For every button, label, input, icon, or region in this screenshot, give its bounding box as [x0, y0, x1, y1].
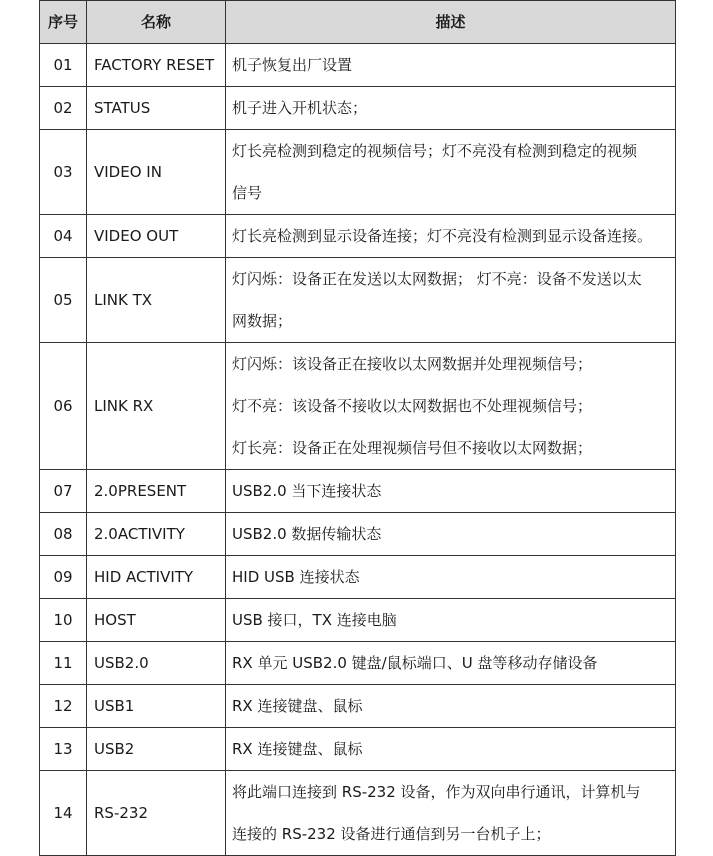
- description-line: 灯闪烁：设备正在发送以太网数据； 灯不亮：设备不发送以太: [232, 270, 642, 288]
- table-row: [40, 771, 676, 856]
- row-description: [226, 771, 676, 856]
- description-line: RX 连接键盘、鼠标: [232, 697, 363, 715]
- description-line: USB 接口，TX 连接电脑: [232, 611, 397, 629]
- row-seq: 05: [40, 258, 87, 343]
- row-seq: 09: [40, 556, 87, 599]
- row-description: [226, 87, 676, 130]
- row-description: [226, 215, 676, 258]
- row-description: [226, 685, 676, 728]
- row-seq: 02: [40, 87, 87, 130]
- table-row: [40, 685, 676, 728]
- description-line: 机子进入开机状态；: [232, 99, 368, 117]
- row-seq: 12: [40, 685, 87, 728]
- row-seq: 11: [40, 642, 87, 685]
- description-line: USB2.0 数据传输状态: [232, 525, 382, 543]
- table-row: [40, 599, 676, 642]
- row-seq: 07: [40, 470, 87, 513]
- description-line: 连接的 RS-232 设备进行通信到另一台机子上；: [232, 825, 551, 843]
- led-description-table: [39, 0, 676, 856]
- row-description: [226, 513, 676, 556]
- description-line: 信号: [232, 184, 263, 202]
- row-description: [226, 599, 676, 642]
- header-name: 名称: [87, 1, 226, 44]
- row-name: USB2.0: [87, 642, 226, 685]
- table-row: [40, 44, 676, 87]
- header-seq: 序号: [40, 1, 87, 44]
- table-body: [40, 44, 676, 856]
- row-name: FACTORY RESET: [87, 44, 226, 87]
- row-name: RS-232: [87, 771, 226, 856]
- row-seq: 10: [40, 599, 87, 642]
- table-row: [40, 215, 676, 258]
- description-line: 将此端口连接到 RS-232 设备，作为双向串行通讯，计算机与: [232, 783, 641, 801]
- description-line: 机子恢复出厂设置: [232, 56, 353, 74]
- row-seq: 01: [40, 44, 87, 87]
- row-description: [226, 470, 676, 513]
- table-row: [40, 642, 676, 685]
- row-seq: 14: [40, 771, 87, 856]
- table-row: [40, 728, 676, 771]
- description-line: RX 单元 USB2.0 键盘/鼠标端口、U 盘等移动存储设备: [232, 654, 598, 672]
- row-seq: 13: [40, 728, 87, 771]
- row-description: [226, 556, 676, 599]
- row-description: [226, 44, 676, 87]
- row-name: 2.0PRESENT: [87, 470, 226, 513]
- table-header: [40, 1, 676, 44]
- description-line: 灯长亮检测到稳定的视频信号；灯不亮没有检测到稳定的视频: [232, 142, 638, 160]
- row-name: HOST: [87, 599, 226, 642]
- row-description: [226, 130, 676, 215]
- row-name: STATUS: [87, 87, 226, 130]
- table-row: [40, 556, 676, 599]
- row-description: [226, 343, 676, 470]
- description-line: 灯长亮：设备正在处理视频信号但不接收以太网数据；: [232, 439, 593, 457]
- table-row: [40, 513, 676, 556]
- row-name: USB2: [87, 728, 226, 771]
- row-name: USB1: [87, 685, 226, 728]
- table-row: [40, 470, 676, 513]
- table-row: [40, 258, 676, 343]
- description-line: USB2.0 当下连接状态: [232, 482, 382, 500]
- description-line: 灯长亮检测到显示设备连接；灯不亮没有检测到显示设备连接。: [232, 227, 653, 245]
- row-name: VIDEO OUT: [87, 215, 226, 258]
- row-name: VIDEO IN: [87, 130, 226, 215]
- row-seq: 04: [40, 215, 87, 258]
- table-row: [40, 87, 676, 130]
- description-line: 灯不亮：该设备不接收以太网数据也不处理视频信号；: [232, 397, 593, 415]
- row-name: LINK TX: [87, 258, 226, 343]
- description-line: 网数据；: [232, 312, 293, 330]
- description-line: HID USB 连接状态: [232, 568, 360, 586]
- description-line: RX 连接键盘、鼠标: [232, 740, 363, 758]
- description-line: 灯闪烁：该设备正在接收以太网数据并处理视频信号；: [232, 355, 593, 373]
- row-seq: 08: [40, 513, 87, 556]
- row-seq: 06: [40, 343, 87, 470]
- row-description: [226, 642, 676, 685]
- header-description: 描述: [226, 1, 676, 44]
- row-description: [226, 728, 676, 771]
- row-seq: 03: [40, 130, 87, 215]
- row-name: HID ACTIVITY: [87, 556, 226, 599]
- row-name: 2.0ACTIVITY: [87, 513, 226, 556]
- header-row: [40, 1, 676, 44]
- row-name: LINK RX: [87, 343, 226, 470]
- row-description: [226, 258, 676, 343]
- table-row: [40, 130, 676, 215]
- table-row: [40, 343, 676, 470]
